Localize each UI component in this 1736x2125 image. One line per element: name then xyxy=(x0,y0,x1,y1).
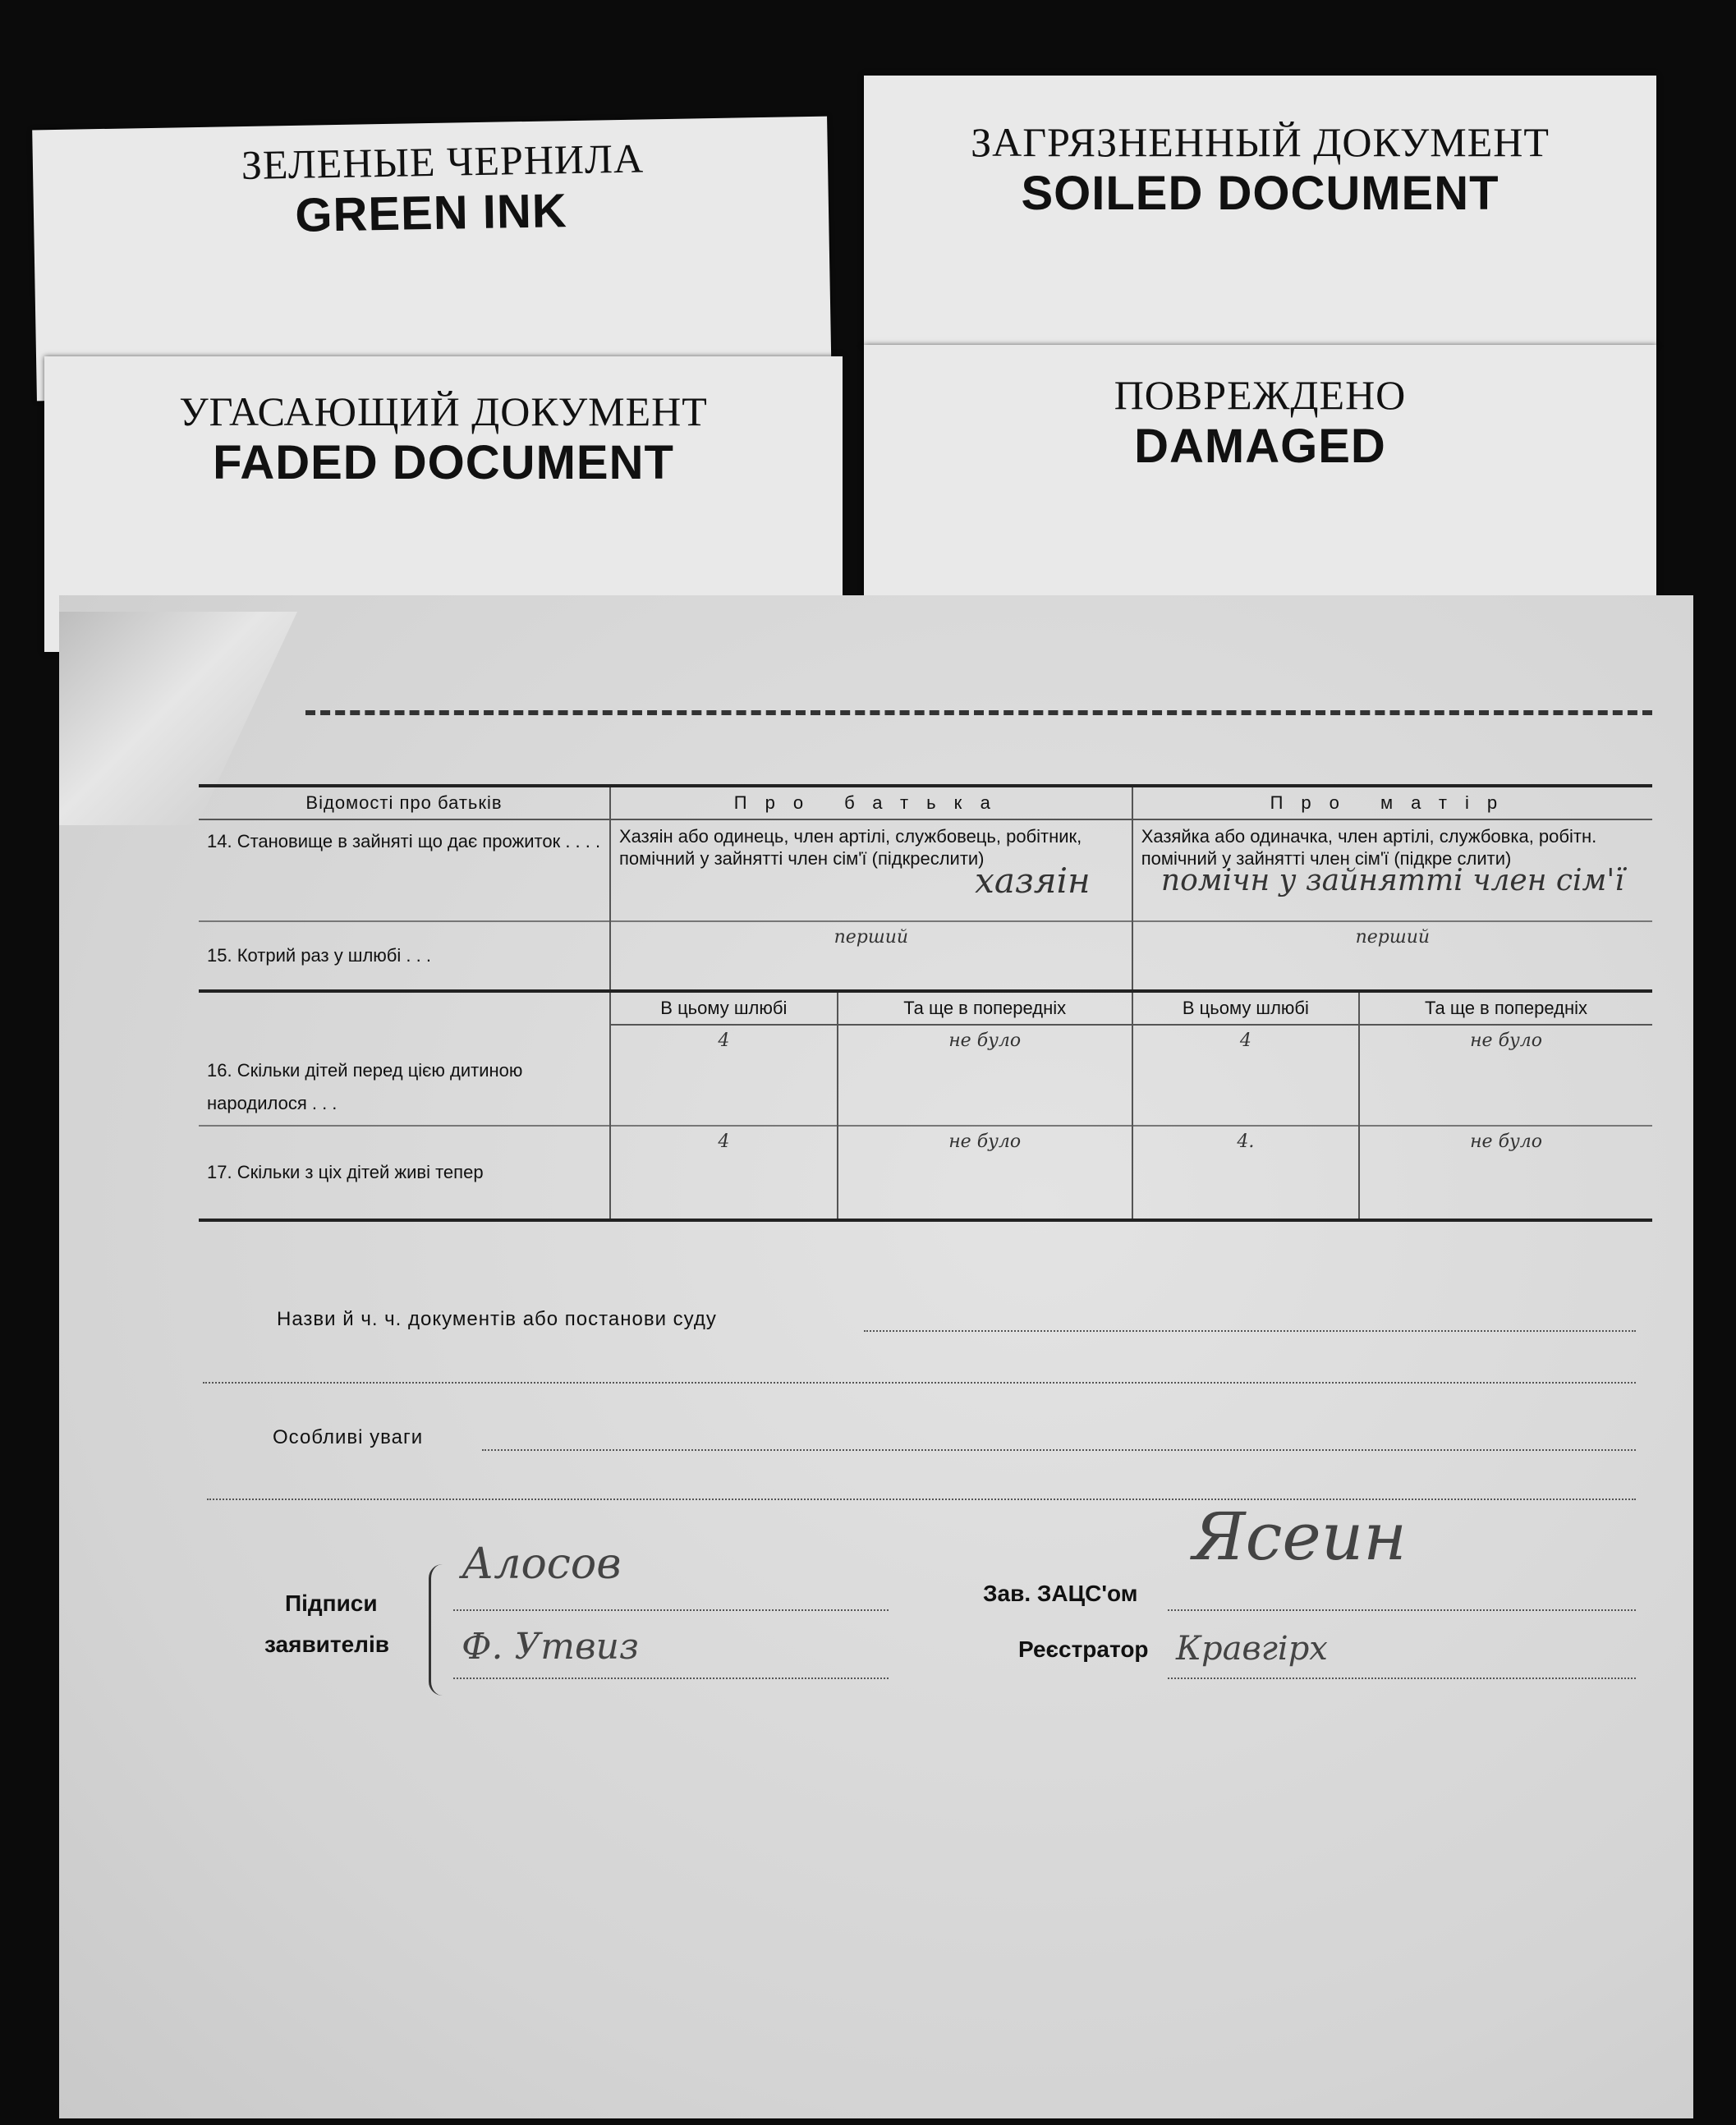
notes-label: Особливі уваги xyxy=(273,1426,424,1448)
applicant-signature-2: Ф. Утвиз xyxy=(462,1626,639,1668)
notes-line-2 xyxy=(207,1499,1636,1500)
applicant-signature-1: Алосов xyxy=(462,1540,622,1589)
applicants-label-1: Підписи xyxy=(285,1590,378,1616)
parents-info-table xyxy=(199,784,1652,1222)
documents-line-1 xyxy=(864,1330,1636,1332)
applicants-brace xyxy=(429,1564,443,1696)
sub-father-prev: Та ще в попередніх xyxy=(838,991,1132,1025)
header-father: Про батька xyxy=(610,786,1132,819)
row14-father-options: Хазяін або одинець, член артілі, службовець, робітник, помічний у зайнятті член сім'ї (підкреслити) xyxy=(619,826,1082,869)
documents-label: Назви й ч. ч. документів або постанови суду xyxy=(277,1308,717,1330)
row16-value-4: не було xyxy=(1359,1025,1652,1126)
damaged-ru: ПОВРЕЖДЕНО xyxy=(1114,372,1407,418)
faded-en: FADED DOCUMENT xyxy=(213,436,674,489)
head-signature: Ясеин xyxy=(1192,1499,1407,1575)
header-mother: Про матір xyxy=(1132,786,1652,819)
soiled-ru: ЗАГРЯЗНЕННЫЙ ДОКУМЕНТ xyxy=(971,119,1550,165)
row17-value-1: 4 xyxy=(610,1126,838,1220)
registrar-line xyxy=(1168,1678,1636,1679)
green-ink-ru: ЗЕЛЕНЫЕ ЧЕРНИЛА xyxy=(241,135,645,189)
row15-mother-value: перший xyxy=(1132,921,1652,991)
row15-father-value: перший xyxy=(610,921,1132,991)
row14-label: 14. Становище в зайняті що дає прожиток . . . . xyxy=(207,831,601,851)
documents-line-2 xyxy=(203,1382,1636,1384)
applicant-line-2 xyxy=(453,1678,889,1679)
applicants-label-2: заявителів xyxy=(264,1632,389,1657)
applicant-line-1 xyxy=(453,1609,889,1611)
damaged-en: DAMAGED xyxy=(1134,420,1386,473)
notes-line-1 xyxy=(482,1449,1636,1451)
dashed-divider xyxy=(305,710,1652,715)
faded-ru: УГАСАЮЩИЙ ДОКУМЕНТ xyxy=(179,388,708,434)
row16-value-3: 4 xyxy=(1132,1025,1359,1126)
row14-mother-handwritten: помічн у зайнятті член сім'ї xyxy=(1160,864,1624,897)
registrar-signature: Кравгірх xyxy=(1176,1630,1328,1668)
sub-mother-prev: Та ще в попередніх xyxy=(1359,991,1652,1025)
sub-mother-this: В цьому шлюбі xyxy=(1132,991,1359,1025)
row16-value-2: не було xyxy=(838,1025,1132,1126)
row17-value-4: не було xyxy=(1359,1126,1652,1220)
registrar-label: Реєстратор xyxy=(1018,1636,1149,1662)
soiled-document-card xyxy=(864,76,1656,347)
row17-value-3: 4. xyxy=(1132,1126,1359,1220)
head-line xyxy=(1168,1609,1636,1611)
header-parents-info: Відомості про батьків xyxy=(305,792,503,813)
row14-father-handwritten: хазяін xyxy=(975,861,1091,901)
row15-label: 15. Котрий раз у шлюбі . . . xyxy=(207,945,431,966)
record-form-page xyxy=(59,595,1693,2118)
row16-value-1: 4 xyxy=(610,1025,838,1126)
sub-father-this: В цьому шлюбі xyxy=(610,991,838,1025)
green-ink-en: GREEN INK xyxy=(294,184,568,242)
row16-label: 16. Скільки дітей перед цією дитиною народилося . . . xyxy=(207,1060,523,1113)
row14-mother-options: Хазяйка або одиначка, член артілі, службовка, робітн. помічний у зайнятті член сім'ї (підкре слити) xyxy=(1141,826,1597,869)
damaged-card xyxy=(864,345,1656,616)
head-label: Зав. ЗАЦС'ом xyxy=(983,1581,1138,1606)
soiled-en: SOILED DOCUMENT xyxy=(1021,167,1499,220)
row17-value-2: не було xyxy=(838,1126,1132,1220)
row17-label: 17. Скільки з ціх дітей живі тепер xyxy=(207,1162,484,1182)
